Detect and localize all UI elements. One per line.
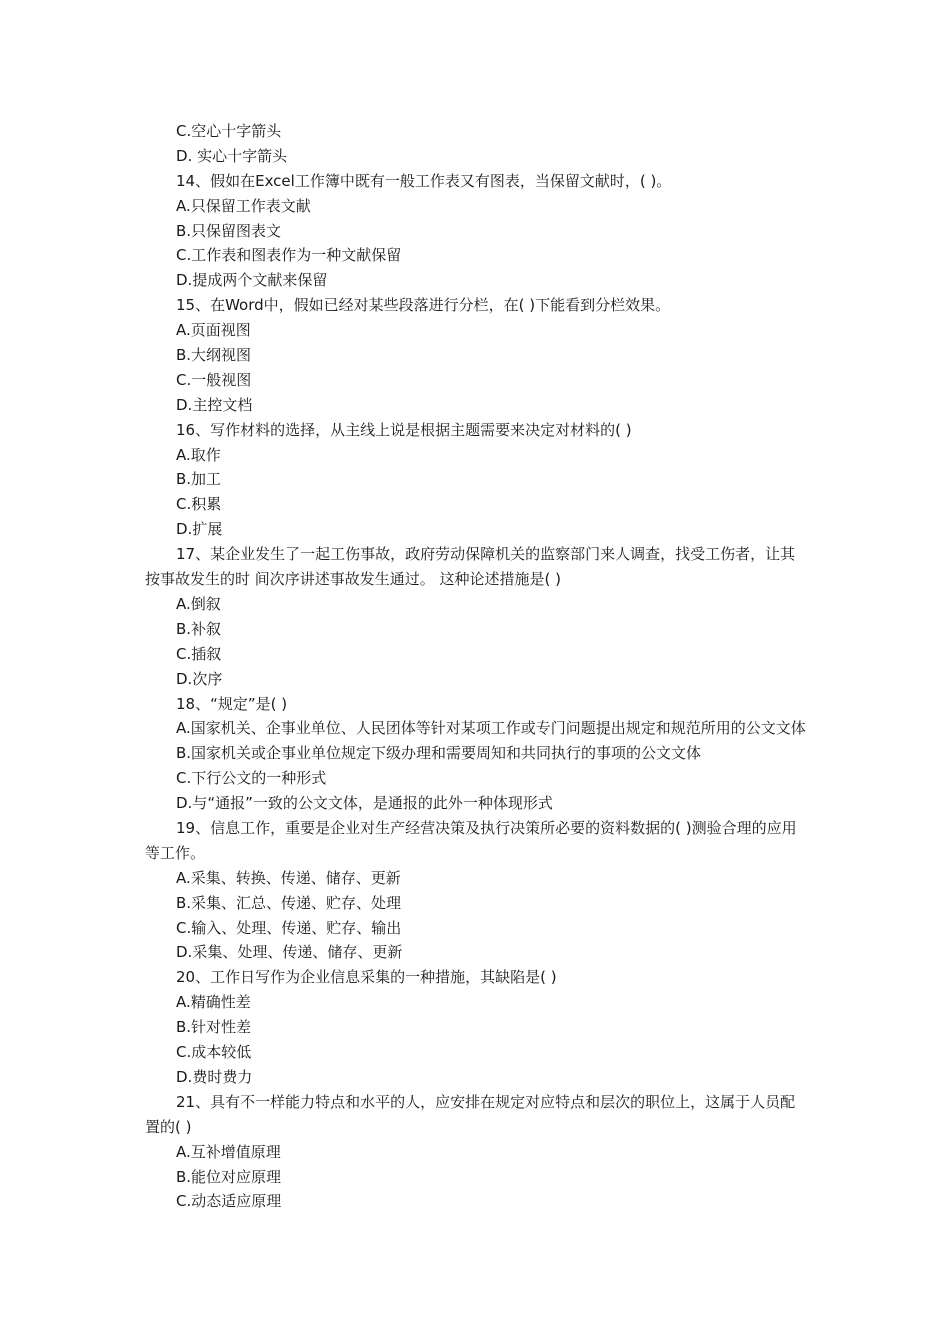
text-line: C.工作表和图表作为一种文献保留 [176,246,402,265]
text-line: 16、写作材料的选择，从主线上说是根据主题需要来决定对材料的( ) [176,420,632,439]
text-line: 18、“规定”是( ) [176,694,288,713]
text-line: B.补叙 [176,619,222,638]
text-line: B.针对性差 [176,1018,252,1037]
text-line: C.一般视图 [176,370,252,389]
text-line: A.采集、转换、传递、储存、更新 [176,868,401,887]
text-line: C.积累 [176,495,222,514]
text-line: D.提成两个文献来保留 [176,271,328,290]
text-line: A.互补增值原理 [176,1142,281,1161]
text-line: C.插叙 [176,644,222,663]
text-line: C.成本较低 [176,1043,252,1062]
document-body [145,119,810,1214]
text-line: B.只保留图表文 [176,221,282,240]
text-line: D.扩展 [176,520,223,539]
text-line: B.国家机关或企事业单位规定下级办理和需要周知和共同执行的事项的公文文体 [176,744,702,763]
text-line: B.大纲视图 [176,346,252,365]
text-line: D.采集、处理、传递、储存、更新 [176,943,403,962]
text-line: C.输入、处理、传递、贮存、输出 [176,918,402,937]
text-line: 14、假如在Excel工作簿中既有一般工作表又有图表，当保留文献时，( )。 [176,171,672,190]
text-line: 21、具有不一样能力特点和水平的人，应安排在规定对应特点和层次的职位上，这属于人员配置的( ) [145,1092,796,1136]
text-line: D.次序 [176,669,223,688]
text-line: B.采集、汇总、传递、贮存、处理 [176,893,402,912]
text-line: A.页面视图 [176,321,251,340]
text-line: D.主控文档 [176,395,253,414]
text-line: D.与“通报”一致的公文文体，是通报的此外一种体现形式 [176,794,553,813]
text-line: D. 实心十字箭头 [176,146,288,165]
text-line: B.加工 [176,470,222,489]
text-line: 15、在Word中，假如已经对某些段落进行分栏，在( )下能看到分栏效果。 [176,296,671,315]
text-line: D.费时费力 [176,1067,253,1086]
text-line: A.精确性差 [176,993,251,1012]
text-line: C.下行公文的一种形式 [176,769,327,788]
text-line: 20、工作日写作为企业信息采集的一种措施，其缺陷是( ) [176,968,557,987]
text-line: 17、某企业发生了一起工伤事故，政府劳动保障机关的监察部门来人调查，找受工伤者，让其按事故发生的时 间次序讲述事故发生通过。 这种论述措施是( ) [145,545,796,589]
text-line: A.倒叙 [176,594,221,613]
text-line: A.只保留工作表文献 [176,196,311,215]
text-line: C.空心十字箭头 [176,122,282,140]
text-line: 19、信息工作，重要是企业对生产经营决策及执行决策所必要的资料数据的( )测验合理的应用等工作。 [145,818,797,862]
text-line: A.国家机关、企事业单位、人民团体等针对某项工作或专门问题提出规定和规范所用的公文文体 [176,719,806,738]
text-line: B.能位对应原理 [176,1167,282,1186]
text-line: C.动态适应原理 [176,1192,282,1211]
text-line: A.取作 [176,445,221,464]
